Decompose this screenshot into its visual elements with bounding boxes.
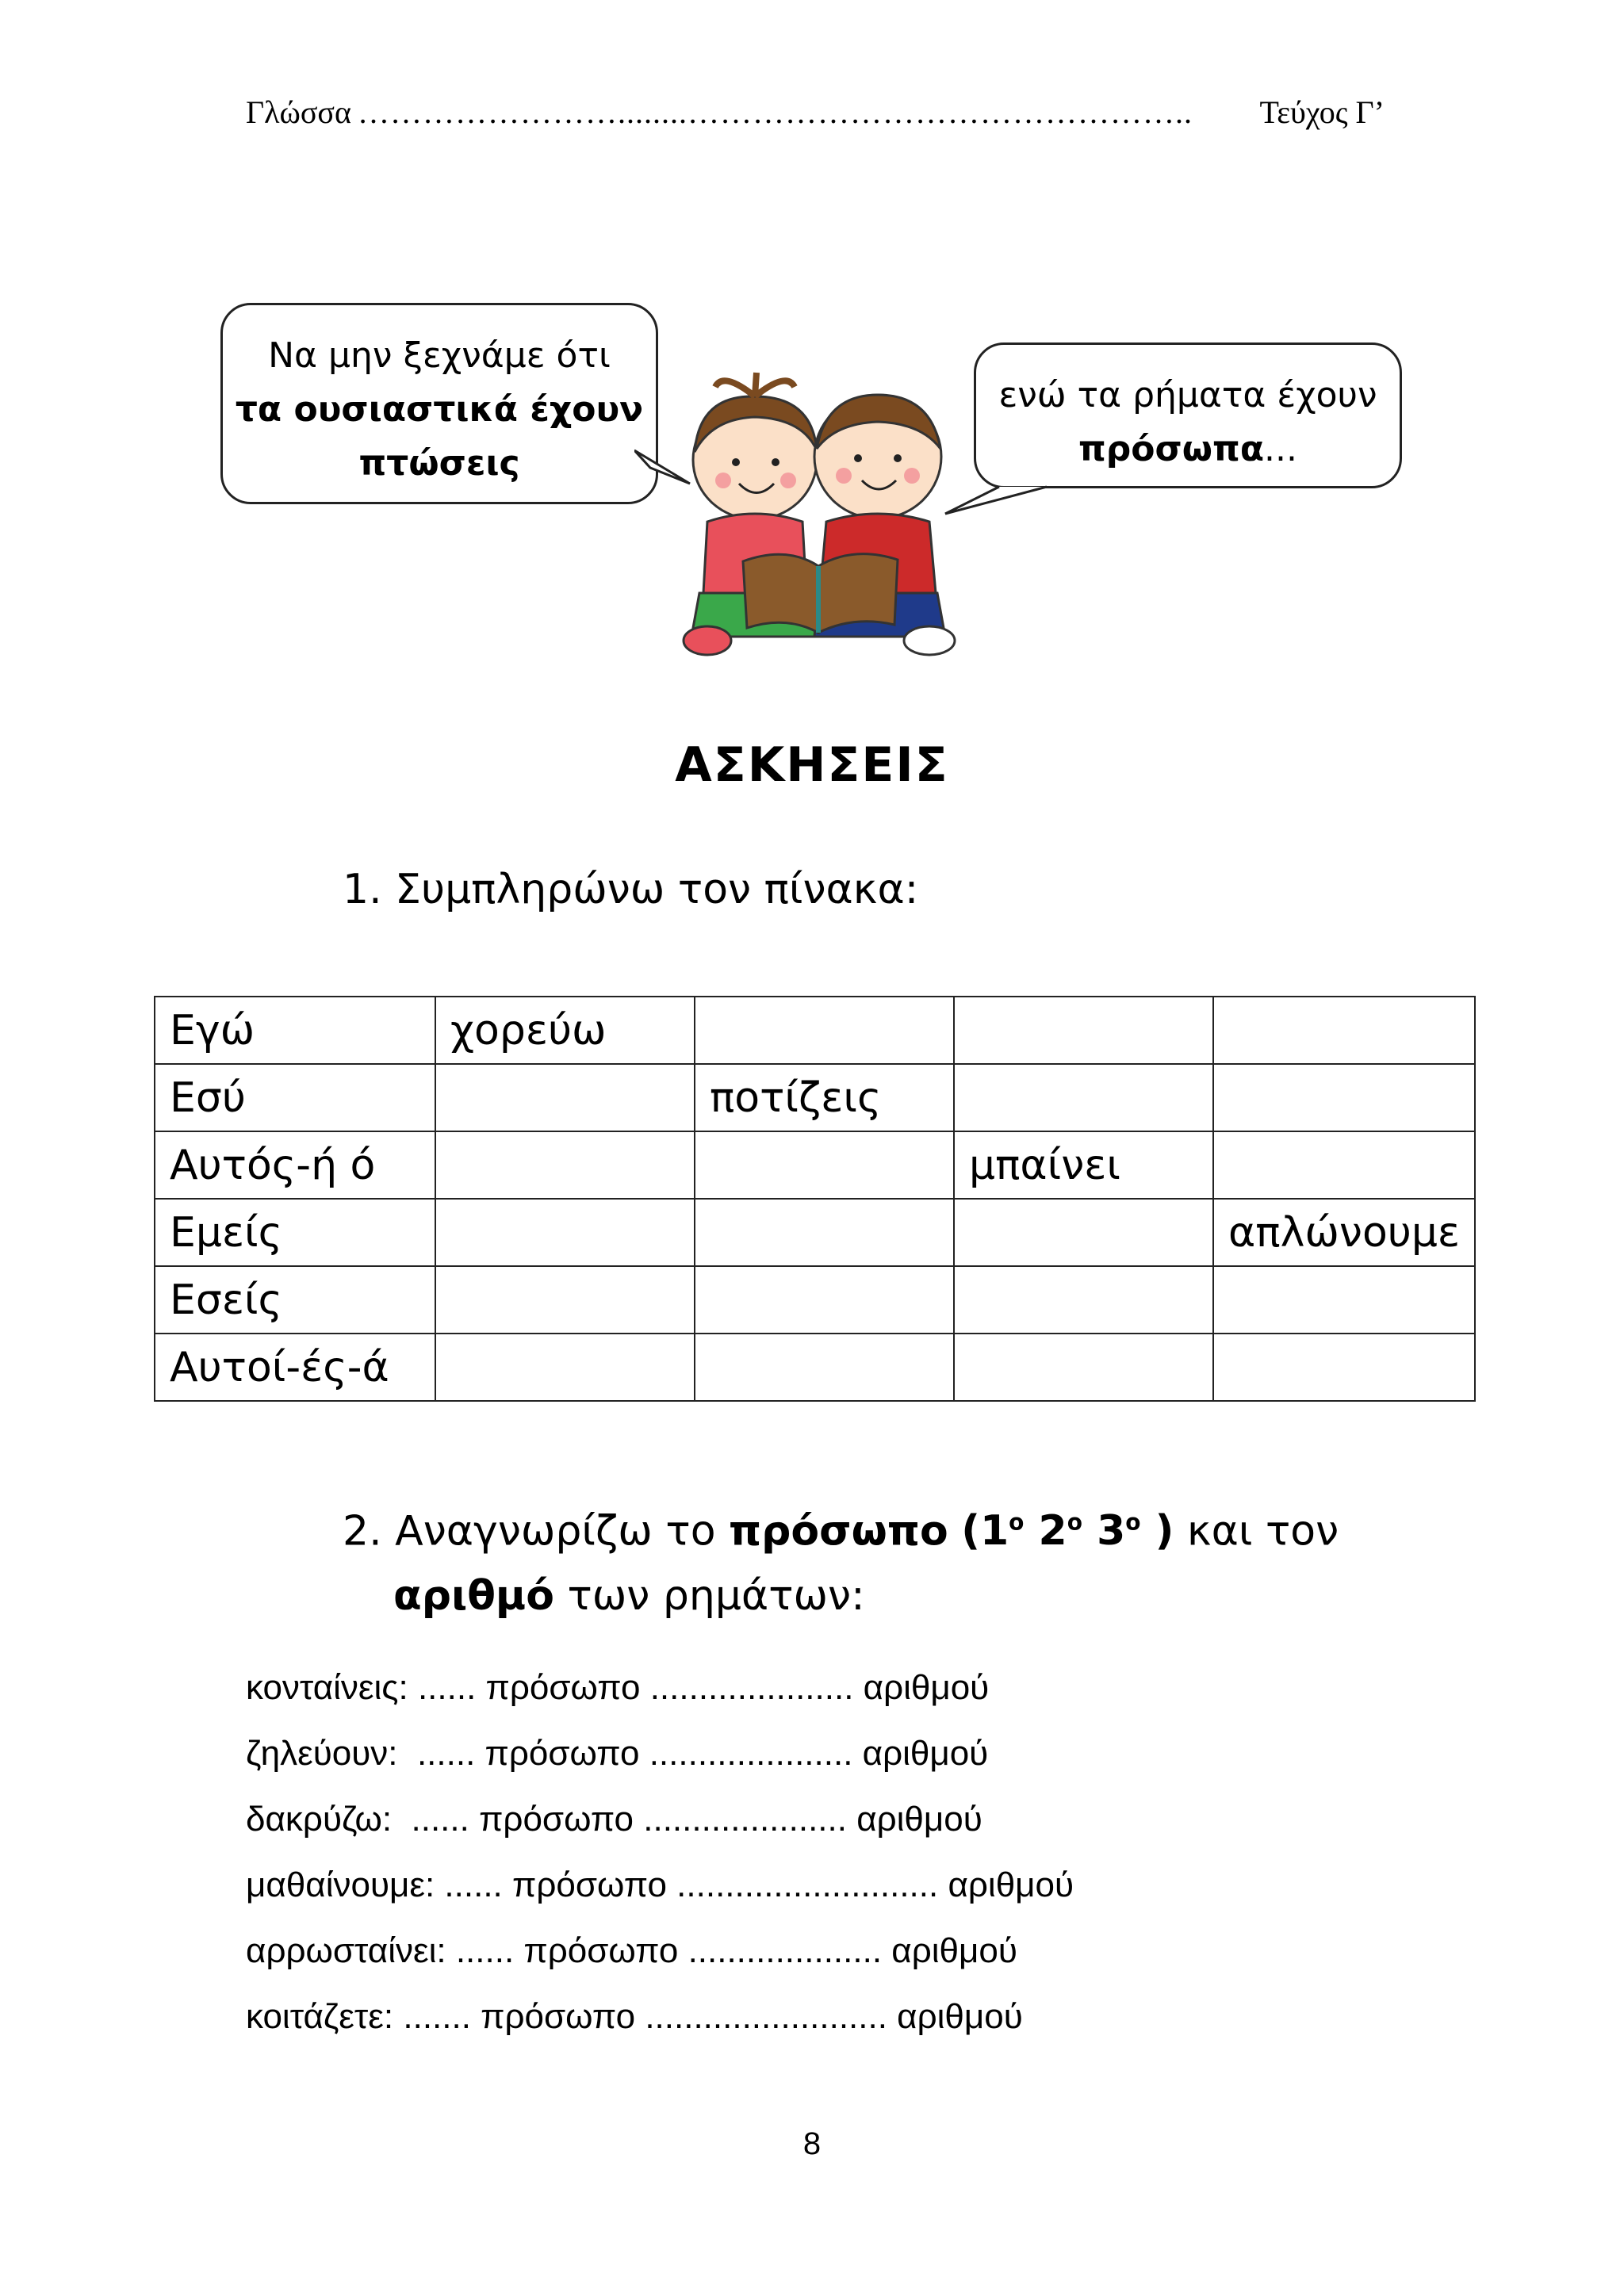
table-cell <box>435 1266 695 1334</box>
table-cell <box>954 1266 1213 1334</box>
table-cell <box>954 1334 1213 1401</box>
open-book <box>743 554 898 633</box>
table-cell <box>1213 1266 1475 1334</box>
speech-bubble-right <box>974 342 1402 488</box>
table-cell: μπαίνει <box>954 1131 1213 1199</box>
table-cell <box>1213 1064 1475 1131</box>
list-item: κονταίνεις: ...... πρόσωπο ..................... αριθμού <box>246 1668 990 1707</box>
header-issue: Τεύχος Γ’ <box>1259 94 1385 130</box>
page-header <box>246 94 1385 131</box>
kids-reading-illustration <box>668 363 969 680</box>
exercise2-list <box>246 1668 1074 2063</box>
table-cell: χορεύω <box>435 997 695 1064</box>
exercises-title: ΑΣΚΗΣΕΙΣ <box>675 737 949 793</box>
bubble-left-line1: Να μην ξεχνάμε ότι <box>268 335 611 376</box>
bubble-left-line3: πτώσεις <box>358 443 520 484</box>
bubble-right-line2: πρόσωπα... <box>1078 429 1298 469</box>
list-item: κοιτάζετε: ....... πρόσωπο ......................... αριθμού <box>246 1997 1023 2036</box>
table-cell <box>435 1131 695 1199</box>
table-cell <box>1213 997 1475 1064</box>
table-cell <box>435 1199 695 1266</box>
list-item: μαθαίνουμε: ...... πρόσωπο ........................... αριθμού <box>246 1866 1074 1904</box>
table-cell <box>695 1266 954 1334</box>
bubble-right-line1: ενώ τα ρήματα έχουν <box>998 375 1377 415</box>
table-cell: Αυτός-ή ό <box>155 1131 435 1199</box>
table-row <box>155 1064 1475 1131</box>
table-cell <box>695 1199 954 1266</box>
table-row <box>155 1266 1475 1334</box>
table-cell <box>1213 1334 1475 1401</box>
table-cell <box>695 997 954 1064</box>
list-item: αρρωσταίνει: ...... πρόσωπο .................... αριθμού <box>246 1931 1017 1970</box>
exercise1-heading: 1. Συμπληρώνω τον πίνακα: <box>343 866 919 913</box>
speech-bubble-left <box>220 303 658 504</box>
table-cell: Εσείς <box>155 1266 435 1334</box>
table-cell <box>435 1334 695 1401</box>
table-cell: Εμείς <box>155 1199 435 1266</box>
table-cell <box>954 1064 1213 1131</box>
table-cell: Εγώ <box>155 997 435 1064</box>
conjugation-table <box>154 996 1476 1402</box>
table-cell: Εσύ <box>155 1064 435 1131</box>
exercise2-heading: 2. Αναγνωρίζω το πρόσωπο ($1^o$ $2^o$ $3^o$ ) και τον αριθμό των ρημάτων: <box>343 1507 1339 1621</box>
table-cell <box>695 1131 954 1199</box>
table-cell <box>435 1064 695 1131</box>
page-number: 8 <box>802 2126 822 2161</box>
table-row <box>155 997 1475 1064</box>
table-cell <box>1213 1131 1475 1199</box>
table-row <box>155 1199 1475 1266</box>
table-cell <box>954 1199 1213 1266</box>
list-item: δακρύζω: ...... πρόσωπο ..................... αριθμού <box>246 1800 982 1839</box>
table-row <box>155 1334 1475 1401</box>
table-cell <box>695 1334 954 1401</box>
bubble-left-line2: τα ουσιαστικά έχουν <box>235 389 644 430</box>
table-cell: ποτίζεις <box>695 1064 954 1131</box>
header-leader-dots: ……………………........……………………………………….. <box>357 94 1193 130</box>
list-item: ζηλεύουν: ...... πρόσωπο ..................... αριθμού <box>246 1734 989 1773</box>
table-row <box>155 1131 1475 1199</box>
table-cell: Αυτοί-ές-ά <box>155 1334 435 1401</box>
header-subject: Γλώσσα <box>246 94 351 130</box>
table-cell: απλώνουμε <box>1213 1199 1475 1266</box>
table-cell <box>954 997 1213 1064</box>
